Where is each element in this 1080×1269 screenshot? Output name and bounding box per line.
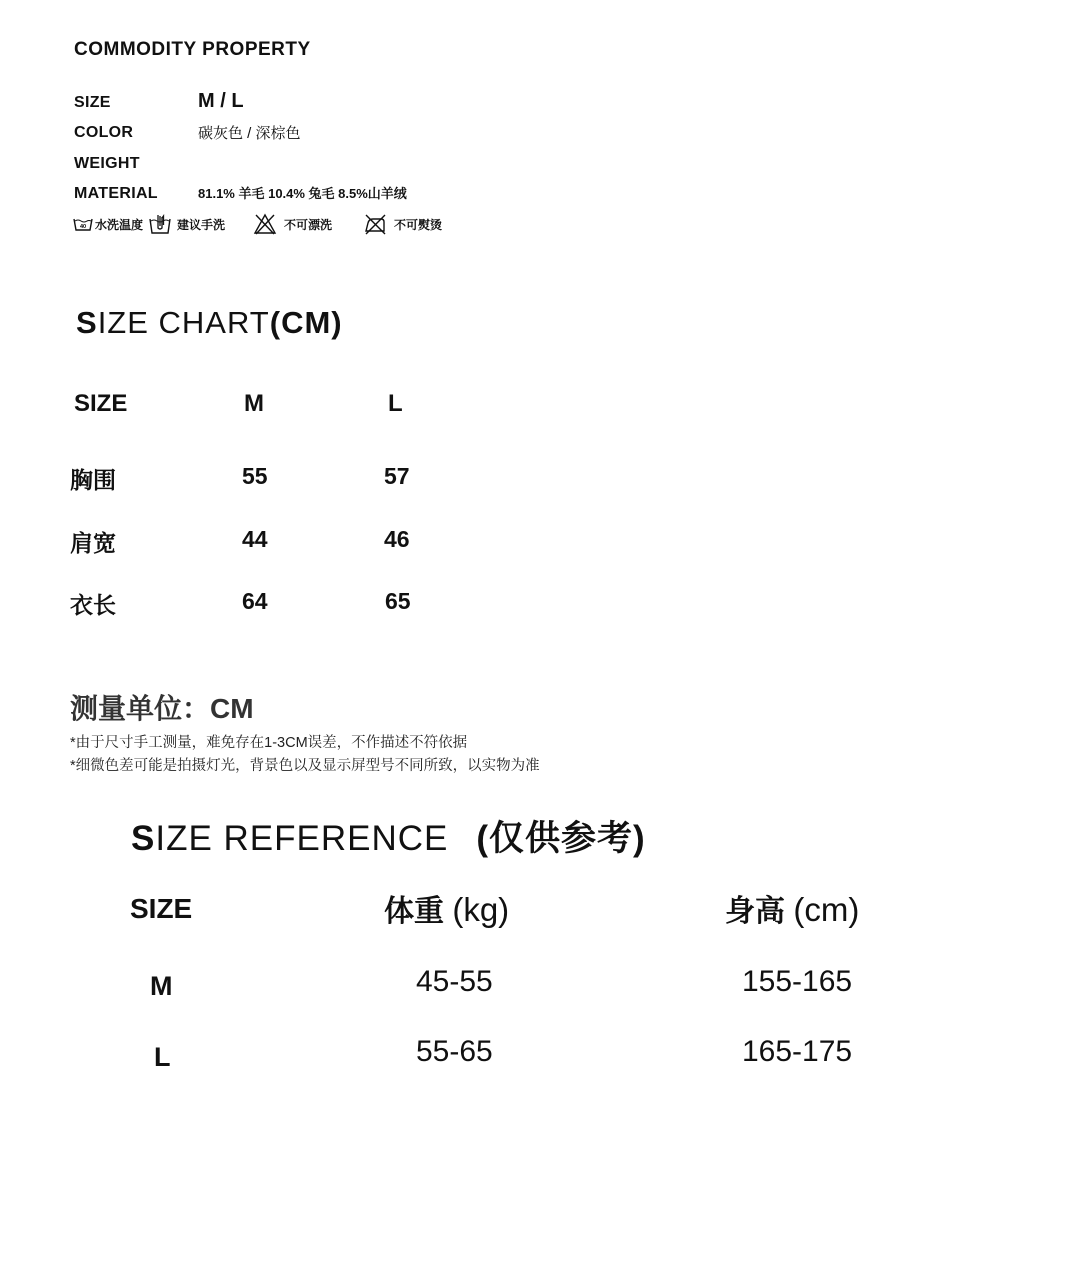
size-reference-title xyxy=(131,811,646,861)
size-chart-row-label: 肩宽 xyxy=(70,530,116,556)
header-label: 体重 xyxy=(384,895,444,928)
note-line: *细微色差可能是拍摄灯光，背景色以及显示屏型号不同所致，以实物为准 xyxy=(70,758,540,774)
care-label: 不可熨烫 xyxy=(394,217,443,232)
header-unit: (kg) xyxy=(452,891,510,928)
size-chart-header-l: L xyxy=(388,390,403,417)
no-iron-icon xyxy=(363,213,387,235)
size-chart-row-label: 衣长 xyxy=(70,592,116,618)
size-chart-header-size: SIZE xyxy=(74,390,128,417)
care-item-no-iron xyxy=(363,212,442,236)
note-line: *由于尺寸手工测量，难免存在1-3CM误差，不作描述不符依据 xyxy=(70,735,468,751)
care-label: 不可漂洗 xyxy=(284,217,333,232)
size-chart-cell: 64 xyxy=(242,588,268,614)
size-reference-size: L xyxy=(154,1042,171,1072)
size-reference-height: 165-175 xyxy=(742,1035,853,1068)
color-value: 碳灰色 / 深棕色 xyxy=(198,125,301,142)
svg-text:40: 40 xyxy=(79,224,87,230)
size-reference-header-weight xyxy=(384,886,509,930)
commodity-property-title: COMMODITY PROPERTY xyxy=(74,39,311,60)
color-label: COLOR xyxy=(74,124,134,141)
size-value: M / L xyxy=(198,90,244,112)
size-chart-title xyxy=(76,305,343,341)
no-bleach-icon xyxy=(253,213,277,235)
title-text: IZE REFERENCE xyxy=(155,819,449,858)
care-item-no-bleach xyxy=(253,212,332,236)
material-label: MATERIAL xyxy=(74,185,158,202)
size-chart-cell: 55 xyxy=(242,463,268,489)
size-chart-cell: 44 xyxy=(242,526,268,552)
size-reference-weight: 45-55 xyxy=(416,965,493,998)
size-reference-header-height xyxy=(725,886,859,930)
size-reference-height: 155-165 xyxy=(742,965,853,998)
title-unit: (CM) xyxy=(269,305,343,340)
size-chart-header-m: M xyxy=(244,390,264,417)
size-reference-header-size: SIZE xyxy=(130,893,193,924)
wash-temperature-icon xyxy=(73,216,93,232)
size-chart-cell: 65 xyxy=(385,588,411,614)
care-item-wash-temperature xyxy=(73,212,143,236)
title-text: IZE CHART xyxy=(97,305,270,340)
size-chart-row-label: 胸围 xyxy=(70,467,116,493)
size-chart-cell: 57 xyxy=(384,463,410,489)
hand-wash-icon xyxy=(149,213,171,235)
size-reference-weight: 55-65 xyxy=(416,1035,493,1068)
header-label: 身高 xyxy=(725,895,785,928)
header-unit: (cm) xyxy=(793,891,860,928)
care-label: 建议手洗 xyxy=(177,217,226,232)
weight-label: WEIGHT xyxy=(74,155,140,172)
measurement-unit-title: 测量单位：CM xyxy=(70,693,254,724)
title-initial: S xyxy=(131,819,156,858)
size-reference-size: M xyxy=(150,971,173,1001)
title-note: (仅供参考) xyxy=(476,819,646,858)
care-label: 水洗温度 xyxy=(95,217,144,232)
title-initial: S xyxy=(76,305,98,340)
size-label: SIZE xyxy=(74,94,111,111)
care-item-hand-wash xyxy=(149,212,225,236)
material-value: 81.1% 羊毛 10.4% 兔毛 8.5%山羊绒 xyxy=(198,186,407,201)
size-chart-cell: 46 xyxy=(384,526,410,552)
